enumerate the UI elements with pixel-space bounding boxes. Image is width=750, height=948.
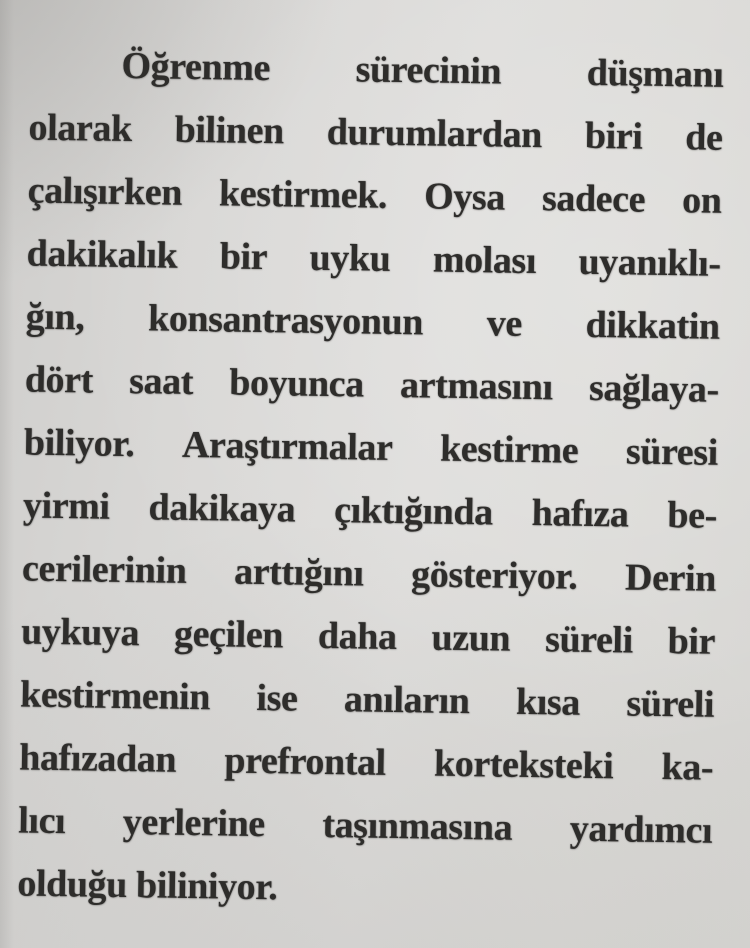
word: olarak bbox=[28, 106, 133, 151]
word: çıktığında bbox=[333, 489, 494, 534]
word: artmasını bbox=[399, 364, 554, 409]
word: saat bbox=[128, 360, 194, 404]
word: ka- bbox=[661, 746, 714, 789]
paragraph bbox=[17, 34, 724, 926]
text-line bbox=[25, 286, 720, 359]
word: sürecinin bbox=[355, 48, 502, 93]
word: yardımcı bbox=[569, 807, 713, 852]
text-line bbox=[20, 663, 715, 736]
word: gösteriyor. bbox=[410, 553, 578, 598]
word: kısa bbox=[515, 680, 581, 724]
text-line bbox=[28, 97, 723, 170]
text-line bbox=[26, 223, 721, 296]
word: be- bbox=[667, 494, 718, 537]
word: sağlaya- bbox=[588, 366, 720, 411]
text-line bbox=[17, 852, 712, 925]
word: uyanıklı- bbox=[578, 240, 721, 285]
word: boyunca bbox=[229, 361, 365, 406]
word: anıların bbox=[343, 678, 470, 723]
word: dört bbox=[24, 358, 94, 402]
word: Oysa bbox=[423, 175, 506, 219]
word: düşmanı bbox=[586, 51, 724, 96]
word: ise bbox=[256, 676, 298, 720]
word: uyku bbox=[309, 236, 391, 280]
text-line bbox=[23, 412, 718, 485]
text-line bbox=[19, 726, 714, 799]
word: sadece bbox=[541, 177, 646, 221]
word: geçilen bbox=[173, 612, 284, 657]
word: cerilerinin bbox=[21, 547, 187, 592]
word: çalışırken bbox=[27, 169, 183, 214]
word: Araştırmalar bbox=[181, 423, 393, 469]
word: bilinen bbox=[174, 108, 285, 153]
word: kestirme bbox=[439, 427, 579, 472]
word: dakikaya bbox=[148, 486, 296, 531]
word: dakikalık bbox=[26, 232, 178, 277]
word: biliyor. bbox=[23, 421, 135, 466]
word: durumlardan bbox=[326, 110, 543, 157]
word: daha bbox=[317, 614, 397, 659]
word: yirmi bbox=[22, 484, 110, 528]
word: on bbox=[681, 179, 722, 222]
word: konsantrasyonun bbox=[147, 297, 424, 344]
text-line bbox=[21, 600, 716, 673]
word: hafızadan bbox=[18, 736, 177, 781]
text-line bbox=[22, 537, 717, 610]
word: yerlerine bbox=[122, 801, 266, 846]
word: biri bbox=[584, 114, 643, 158]
word: kestirmenin bbox=[19, 673, 211, 719]
word: bir bbox=[219, 235, 268, 279]
word: lıcı bbox=[18, 799, 66, 843]
text-line bbox=[18, 789, 713, 862]
word: uykuya bbox=[20, 610, 140, 655]
word: korteksteki bbox=[433, 742, 614, 788]
word: olduğu biliniyor. bbox=[17, 862, 278, 909]
word: süresi bbox=[625, 430, 719, 474]
word: Öğrenme bbox=[121, 44, 271, 90]
word: de bbox=[685, 116, 723, 159]
text-line bbox=[24, 349, 719, 422]
word: ğın, bbox=[25, 295, 85, 339]
word: bir bbox=[667, 620, 716, 663]
word: süreli bbox=[626, 682, 715, 726]
word: dikkatin bbox=[585, 303, 721, 348]
word: molası bbox=[432, 238, 537, 283]
word: kestirmek. bbox=[218, 172, 388, 217]
text-line bbox=[29, 34, 724, 107]
word: prefrontal bbox=[224, 739, 387, 784]
text-line bbox=[23, 475, 718, 548]
word: ve bbox=[486, 302, 523, 345]
word: süreli bbox=[544, 618, 634, 662]
word: uzun bbox=[431, 616, 511, 660]
word: hafıza bbox=[531, 492, 629, 536]
word: Derin bbox=[624, 556, 717, 600]
text-line bbox=[27, 160, 722, 233]
word: taşınmasına bbox=[322, 803, 513, 849]
word: arttığını bbox=[233, 550, 364, 595]
